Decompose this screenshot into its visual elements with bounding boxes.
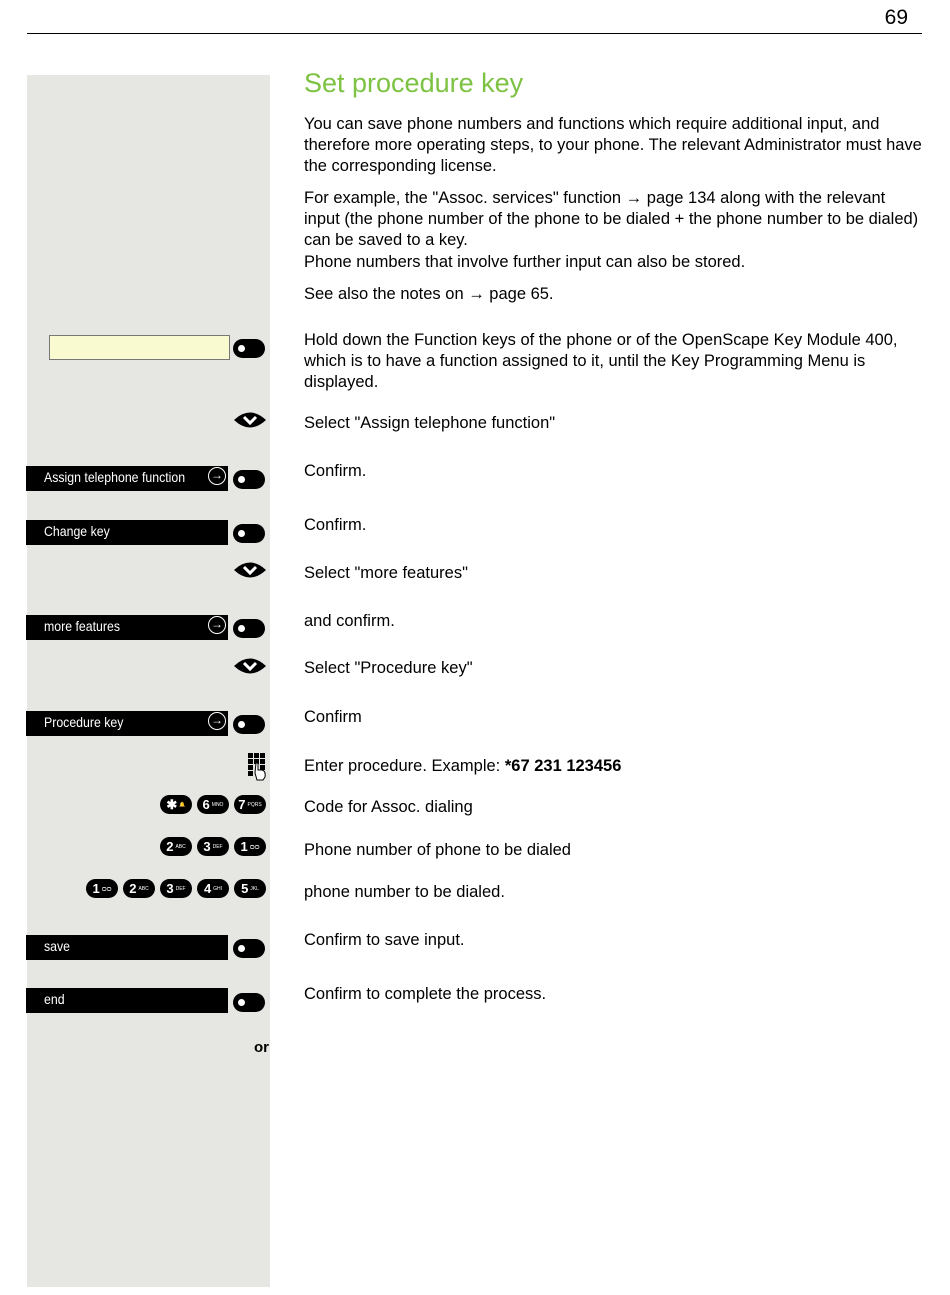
keypad-icon [248,753,268,781]
menu-label: Assign telephone function [44,469,186,485]
step-select-procedure: Select "Procedure key" [304,659,473,677]
step-text: Enter procedure. Example: [304,757,505,775]
key-star[interactable] [160,795,192,814]
key-letters: MNO [211,801,224,808]
bell-icon: 🔔 [179,801,186,808]
key-2[interactable] [160,837,192,856]
voicemail-icon: ᴑᴑ [101,884,112,893]
keys-code [160,795,266,814]
step-confirm-3: Confirm [304,708,362,726]
menu-item-more-features[interactable] [26,615,228,640]
menu-label: more features [44,618,121,634]
key-digit: 5 [241,881,249,896]
key-5[interactable] [234,879,266,898]
header-divider [27,33,922,34]
key-digit: 1 [92,881,100,896]
step-confirm-1: Confirm. [304,462,367,480]
key-letters: ABC [175,843,186,850]
key-digit: 6 [202,797,210,812]
procedure-example: *67 231 123456 [504,757,622,775]
key-2[interactable] [123,879,155,898]
navigator-icon[interactable] [234,411,266,429]
key-6[interactable] [197,795,229,814]
key-digit: 2 [129,881,137,896]
step-phone-dialed: Phone number of phone to be dialed [304,841,571,859]
example-paragraph: For example, the "Assoc. services" function → page 134 along with the relevant input (the phone number of the phone to be dialed + the phone number to be dialed) can be saved to a key. [304,189,919,249]
menu-item-change-key[interactable] [26,520,228,545]
step-enter-procedure [304,756,924,777]
intro-paragraph: You can save phone numbers and functions which require additional input, and therefore more operating steps, to your phone. The relevant Administrator must have the corresponding license. [304,115,922,175]
keys-number [86,879,266,898]
menu-label: end [44,991,65,1007]
step-number-dialed: phone number to be dialed. [304,883,505,901]
key-1[interactable] [86,879,118,898]
key-letters: PQRS [247,801,262,808]
confirm-key-button[interactable] [233,715,265,734]
see-also-paragraph: See also the notes on → page 65. [304,285,554,303]
left-panel [27,75,270,1287]
key-digit: 3 [203,839,211,854]
key-digit: 1 [240,839,248,854]
step-code: Code for Assoc. dialing [304,798,473,816]
display-field [49,335,230,360]
key-digit: 7 [238,797,246,812]
arrow-right-icon: → [208,712,226,730]
menu-item-assign[interactable] [26,466,228,491]
key-letters: ABC [138,885,149,892]
key-digit: 3 [166,881,174,896]
voicemail-icon: ᴑᴑ [249,842,260,851]
menu-label: save [44,938,71,954]
key-letters: DEF [212,843,223,850]
step-hold: Hold down the Function keys of the phone or of the OpenScape Key Module 400, which is to have a function assigned to it, until the Key Programming Menu is displayed. [304,331,898,391]
confirm-key-button[interactable] [233,939,265,958]
step-save: Confirm to save input. [304,931,465,949]
step-confirm-2: Confirm. [304,516,367,534]
page-title: Set procedure key [304,68,524,98]
key-3[interactable] [160,879,192,898]
confirm-key-button[interactable] [233,993,265,1012]
menu-item-save[interactable] [26,935,228,960]
menu-label: Procedure key [44,714,124,730]
key-digit: 2 [166,839,174,854]
menu-item-end[interactable] [26,988,228,1013]
arrow-right-icon: → [208,467,226,485]
page-number: 69 [884,6,908,29]
step-end: Confirm to complete the process. [304,985,547,1003]
or-label: or [254,1039,269,1056]
confirm-key-button[interactable] [233,619,265,638]
key-7[interactable] [234,795,266,814]
step-select-assign: Select "Assign telephone function" [304,414,556,432]
navigator-icon[interactable] [234,657,266,675]
menu-item-procedure-key[interactable] [26,711,228,736]
arrow-right-icon: → [208,616,226,634]
further-input-paragraph: Phone numbers that involve further input can also be stored. [304,253,746,271]
menu-label: Change key [44,523,110,539]
step-and-confirm: and confirm. [304,612,395,630]
navigator-icon[interactable] [234,561,266,579]
key-4[interactable] [197,879,229,898]
keys-phone [160,837,266,856]
function-key-button[interactable] [233,339,265,358]
key-1[interactable] [234,837,266,856]
confirm-key-button[interactable] [233,524,265,543]
key-letters: GHI [213,885,223,892]
confirm-key-button[interactable] [233,470,265,489]
step-select-more: Select "more features" [304,564,468,582]
key-digit: 4 [203,881,212,896]
key-digit: ✱ [166,796,178,812]
key-letters: DEF [175,885,186,892]
key-3[interactable] [197,837,229,856]
key-letters: JKL [250,885,259,892]
